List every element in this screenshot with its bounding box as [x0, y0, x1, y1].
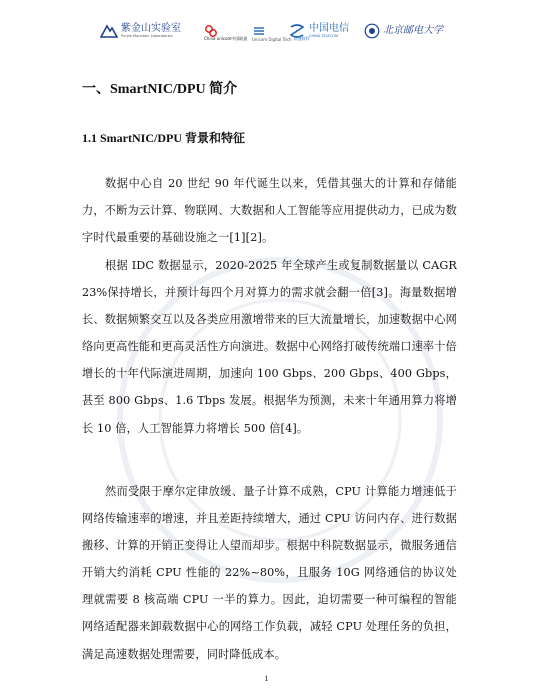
- logo-bupt: [364, 14, 443, 48]
- header-logos: [100, 14, 480, 48]
- telecom-swirl-icon: [288, 23, 306, 39]
- paragraph-text: 根据 IDC 数据显示，2020-2025 年全球产生或复制数据量以 CAGR 23%保持增长，并预计每四个月对算力的需求就会翻一倍[3]。海量数据增长、数据频繁交互以及各类应用激增带来的巨大流量增长，加速数据中心网络向更高性能和更高灵活性方向演进。数据中心网络打破传统端口速率十倍增长的十年代际演进周期，加速向 100 Gbps、200 Gbps、400 Gbps，甚至 800 Gbps、1.6 Tbps 发展。根据华为预测，未来十年通用算力将增长 10 倍，人工智能算力将增长 500 倍[4]。: [82, 259, 457, 435]
- logo-purple-mountain: [100, 14, 181, 48]
- logo-china-unicom: [204, 14, 247, 48]
- logo2-en: China unicom中国联通: [204, 36, 248, 41]
- paragraph-3: [82, 478, 457, 668]
- paragraph-1: [82, 170, 457, 251]
- logo5-cn: 北京邮电大学: [383, 25, 443, 36]
- section-title: 一、SmartNIC/DPU 简介: [82, 82, 238, 97]
- logo-china-telecom: [288, 14, 349, 48]
- purple-mountain-icon: [100, 23, 118, 39]
- paragraph-text: 然而受限于摩尔定律放缓、量子计算不成熟，CPU 计算能力增速低于网络传输速率的增速，并且差距持续增大，通过 CPU 访问内存、进行数据搬移、计算的开销正变得让人望而却步。根据中科院数据显示，微服务通信开销大约消耗 CPU 性能的 22%~80%，且服务 10G 网络通信的协议处理就需要 8 核高端 CPU 一半的算力。因此，迫切需要一种可编程的智能网络适配器来卸载数据中心的网络工作负载，减轻 CPU 处理任务的负担，满足高速数据处理需要，同时降低成本。: [82, 485, 457, 661]
- bupt-seal-icon: [364, 23, 380, 39]
- logo1-en: Purple Mountain Laboratories: [121, 34, 173, 38]
- logo1-cn: 紫金山实验室: [121, 23, 181, 34]
- logo3-cn: 联通数科: [293, 36, 310, 41]
- logo3-en: Unicom Digital Tech: [252, 36, 292, 42]
- subsection-title: 1.1 SmartNIC/DPU 背景和特征: [82, 131, 245, 145]
- logo4-cn: 中国电信: [309, 23, 349, 34]
- page-number: 1: [264, 674, 269, 683]
- paragraph-text: 数据中心自 20 世纪 90 年代诞生以来，凭借其强大的计算和存储能力，不断为云计算、物联网、大数据和人工智能等应用提供动力，已成为数字时代最重要的基础设施之一[1][2]。: [82, 177, 457, 245]
- paragraph-2: [82, 252, 457, 442]
- logo4-en: CHINA TELECOM: [309, 34, 338, 38]
